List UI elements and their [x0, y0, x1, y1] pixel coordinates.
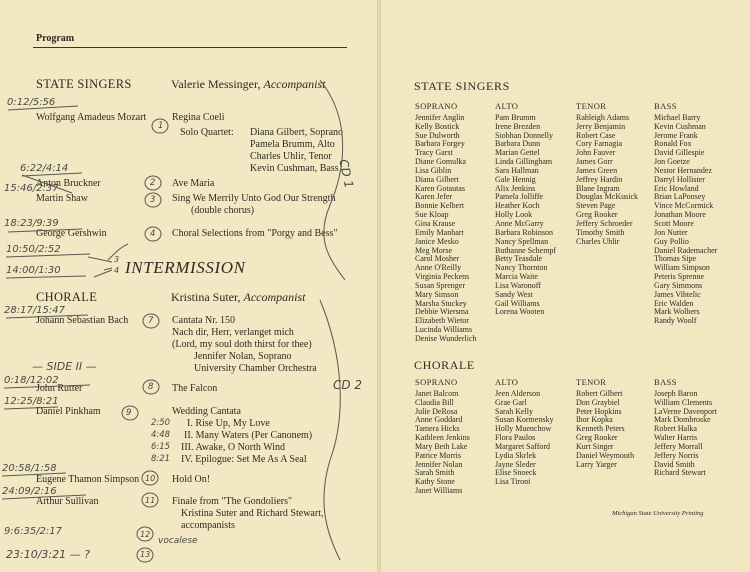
handwritten-time: 0:18/12:02	[4, 375, 59, 386]
member-name: Marcia Waite	[495, 272, 538, 282]
circled-number: 8	[148, 382, 154, 392]
member-name: Jayne Sleder	[495, 459, 536, 469]
member-name: Kathy Stone	[415, 477, 455, 487]
name-list	[495, 114, 556, 317]
member-name: Jeffery Schroeder	[576, 218, 633, 228]
composer-sullivan: Arthur Sullivan	[36, 496, 99, 507]
member-name: Richard Stewart	[654, 468, 706, 478]
member-name: Betty Teasdale	[495, 254, 543, 264]
member-name: Janet Williams	[415, 486, 463, 496]
composer-gershwin: George Gershwin	[36, 228, 107, 239]
circled-number: 11	[145, 496, 156, 505]
member-name: Steven Page	[576, 201, 616, 211]
roster-state-singers-heading: STATE SINGERS	[414, 79, 510, 93]
member-name: Jennifer Nolan	[415, 459, 463, 469]
member-name: Janet Balcom	[415, 388, 459, 398]
printer-credit: Michigan State University Printing	[612, 510, 704, 517]
member-name: Ronald Fox	[654, 139, 692, 149]
accompanist-role: Accompanist	[263, 77, 326, 91]
member-name: Pam Brumm	[495, 112, 536, 122]
member-name: Blane Ingram	[576, 183, 620, 193]
member-name: Rahleigh Adams	[576, 112, 630, 122]
handwritten-time: 6:22/4:14	[20, 163, 69, 174]
chorale-heading: CHORALE	[36, 290, 98, 304]
soloist: Kevin Cushman, Bass	[250, 163, 339, 174]
member-name: Grae Garl	[495, 397, 527, 407]
member-name: Flora Paulos	[495, 433, 536, 443]
member-name: David Smith	[654, 459, 695, 469]
member-name: Gina Krause	[415, 218, 456, 228]
member-name: David Gillespie	[654, 148, 705, 158]
member-name: Brian LaPonsey	[654, 192, 706, 202]
name-list	[654, 114, 717, 326]
member-name: Ihor Kopka	[576, 415, 613, 425]
name-list	[576, 390, 634, 470]
member-name: Jeen Alderson	[495, 388, 541, 398]
member-name: Debbie Wiersma	[415, 307, 469, 317]
work-wedding-cantata: Wedding Cantata	[172, 406, 241, 417]
work-ave-maria: Ave Maria	[172, 178, 215, 189]
work-sing-we-merrily: Sing We Merrily Unto God Our Strength	[172, 193, 336, 204]
handwritten-time: 20:58/1:58	[2, 463, 57, 474]
soloist: Diana Gilbert, Soprano	[250, 127, 344, 138]
member-name: Sarah Smith	[415, 468, 455, 478]
movement: IV. Epilogue: Set Me As A Seal	[181, 454, 307, 465]
member-name: Kathleen Jenkins	[415, 433, 470, 443]
member-name: Margaret Safford	[495, 441, 551, 451]
member-name: Denise Wunderlich	[415, 333, 477, 343]
member-name: Scott Moore	[654, 218, 694, 228]
name-list	[415, 114, 477, 344]
composer-pinkham: Daniel Pinkham	[36, 406, 101, 417]
handwritten-note-vocalese: vocalese	[158, 536, 198, 546]
member-name: Daniel Weymouth	[576, 450, 635, 460]
roster-column-tenor	[576, 102, 638, 247]
member-name: Daniel Rademacher	[654, 245, 718, 255]
member-name: Sue Kloap	[415, 210, 449, 220]
member-name: Kenneth Peters	[576, 424, 625, 434]
roster-column-bass	[654, 102, 717, 326]
member-name: Cory Farnagia	[576, 139, 622, 149]
circled-number: 4	[150, 229, 156, 239]
member-name: Patrice Morris	[415, 450, 461, 460]
member-name: Lisa Giblin	[415, 165, 452, 175]
program-header: Program	[36, 33, 75, 44]
member-name: Meg Morse	[415, 245, 453, 255]
movement: II. Many Waters (Per Canonem)	[184, 430, 313, 441]
cd-2-label: CD 2	[333, 378, 363, 392]
member-name: Walter Harris	[654, 433, 698, 443]
member-name: Eric Walden	[654, 298, 694, 308]
member-name: Anne Goddard	[415, 415, 463, 425]
composer-simpson: Eugene Thamon Simpson	[36, 474, 140, 485]
composer-rutter: John Rutter	[36, 383, 83, 394]
handwritten-time: 0:12/5:56	[7, 97, 56, 108]
handwritten-time: 18:23/9:39	[4, 218, 59, 229]
accompanist-role: Accompanist	[243, 290, 306, 304]
member-name: Mary Beth Lake	[415, 441, 468, 451]
member-name: Susan Sprenger	[415, 280, 465, 290]
name-list	[654, 390, 717, 478]
name-list	[576, 114, 638, 247]
member-name: Jonathan Moore	[654, 210, 706, 220]
handwritten-cd-1: CD 1	[336, 158, 357, 190]
member-name: Anne McGarry	[495, 218, 544, 228]
work-regina-coeli: Regina Coeli	[172, 112, 225, 123]
soloist: Charles Uhlir, Tenor	[250, 151, 332, 162]
member-name: Charles Uhlir	[576, 236, 620, 246]
circled-number: 1	[158, 121, 164, 131]
accompanist-name: Valerie Messinger,	[171, 77, 261, 91]
member-name: Lorena Wooten	[495, 307, 545, 317]
member-name: Darryl Hollister	[654, 174, 705, 184]
handwritten-time: 2:50	[151, 418, 171, 428]
work-line: Cantata Nr. 150	[172, 315, 236, 326]
member-name: Irene Brezden	[495, 121, 541, 131]
member-name: Heather Koch	[495, 201, 540, 211]
work-subtitle: (double chorus)	[191, 205, 255, 216]
member-name: Linda Gillingham	[495, 157, 553, 167]
solo-quartet-label: Solo Quartet:	[180, 127, 234, 138]
member-name: Bonnie Kelbert	[415, 201, 465, 211]
member-name: James Vihtelic	[654, 289, 701, 299]
column-heading: BASS	[654, 377, 677, 387]
member-name: James Green	[576, 165, 618, 175]
member-name: Mary Simson	[415, 289, 459, 299]
handwritten-time: 28:17/15:47	[4, 305, 66, 316]
member-name: Lydia Skrlek	[495, 450, 537, 460]
column-heading: BASS	[654, 101, 677, 111]
roster-column-bass	[654, 378, 717, 478]
member-name: Diane Gomulka	[415, 157, 466, 167]
handwritten-side-2: — SIDE II —	[32, 360, 97, 373]
member-name: William Simpson	[654, 263, 710, 273]
roster-column-alto	[495, 378, 553, 487]
member-name: Don Graybiel	[576, 397, 620, 407]
member-name: Janice Mesko	[415, 236, 459, 246]
member-name: Thomas Sipe	[654, 254, 696, 264]
member-name: Virginia Peckens	[415, 272, 470, 282]
member-name: Julie DeRosa	[415, 406, 458, 416]
circled-number: 2	[150, 178, 156, 188]
member-name: Peteris Sprenne	[654, 272, 704, 282]
member-name: Mark Wolbers	[654, 307, 700, 317]
member-name: Jon Goetze	[654, 157, 690, 167]
circled-number: 7	[148, 316, 154, 326]
circled-number: 3	[150, 195, 156, 205]
handwritten-time: 9:6:35/2:17	[4, 526, 63, 537]
member-name: Sandy West	[495, 289, 533, 299]
member-name: William Clements	[654, 397, 713, 407]
work-line: Jennifer Nolan, Soprano	[194, 351, 292, 362]
roster-chorale-heading: CHORALE	[414, 358, 475, 372]
member-name: Sarah Kelly	[495, 406, 533, 416]
member-name: Eric Howland	[654, 183, 699, 193]
member-name: Jennifer Anglin	[415, 112, 465, 122]
composer-bach: Johann Sebastian Bach	[36, 315, 129, 326]
member-name: Sue Dulworth	[415, 130, 460, 140]
member-name: Alix Jenkins	[495, 183, 536, 193]
member-name: Michael Barry	[654, 112, 701, 122]
member-name: Gary Simmons	[654, 280, 703, 290]
member-name: Lucinda Williams	[415, 325, 473, 335]
member-name: Guy Pollio	[654, 236, 689, 246]
member-name: Kurt Singer	[576, 441, 614, 451]
member-name: LaVerne Davenport	[654, 406, 717, 416]
member-name: Nancy Thornton	[495, 263, 548, 273]
composer-bruckner: Anton Bruckner	[36, 178, 101, 189]
column-heading: ALTO	[495, 101, 519, 111]
member-name: Anne O'Reilly	[415, 263, 462, 273]
roster-column-tenor	[576, 378, 634, 469]
member-name: Barbara Dunn	[495, 139, 541, 149]
member-name: Marian Gettel	[495, 148, 540, 158]
member-name: Barbara Robinson	[495, 227, 553, 237]
member-name: Robert Gilbert	[576, 388, 623, 398]
member-name: Jeffrey Hardin	[576, 174, 623, 184]
composer-shaw: Martin Shaw	[36, 193, 88, 204]
member-name: Robert Halka	[654, 424, 697, 434]
member-name: Holly Muenchow	[495, 424, 552, 434]
circled-number: 10	[145, 474, 156, 483]
work-line: Finale from "The Gondoliers"	[172, 496, 293, 507]
member-name: Tamera Hicks	[415, 424, 460, 434]
member-name: Karen Jefer	[415, 192, 453, 202]
handwritten-time: 12:25/8:21	[4, 396, 59, 407]
member-name: Randy Woolf	[654, 316, 697, 326]
member-name: Robert Case	[576, 130, 616, 140]
member-name: Douglas McKusick	[576, 192, 638, 202]
member-name: Lisa Tironi	[495, 477, 531, 487]
work-line: (Lord, my soul doth thirst for thee)	[172, 339, 312, 350]
circled-number: 13	[140, 550, 151, 559]
state-singers-heading: STATE SINGERS	[36, 77, 132, 91]
soloist: Pamela Brumm, Alto	[250, 139, 335, 150]
movement: I. Rise Up, My Love	[187, 418, 270, 429]
work-line: Kristina Suter and Richard Stewart,	[181, 508, 324, 519]
member-name: Pamela Jolliffe	[495, 192, 544, 202]
member-name: Lisa Waronoff	[495, 280, 541, 290]
intermission-heading: INTERMISSION	[125, 258, 246, 277]
member-name: Nancy Spellman	[495, 236, 549, 246]
member-name: Gail Williams	[495, 298, 540, 308]
composer-mozart: Wolfgang Amadeus Mozart	[36, 112, 147, 123]
member-name: Diana Gilbert	[415, 174, 459, 184]
circled-number: 9	[126, 408, 132, 418]
handwritten-time: 8:21	[151, 454, 171, 464]
handwritten-time: 24:09/2:16	[2, 486, 57, 497]
member-name: Marsha Stuckey	[415, 298, 467, 308]
member-name: James Gorr	[576, 157, 613, 167]
member-name: Joseph Baron	[654, 388, 698, 398]
roster-column-soprano	[415, 378, 470, 496]
member-name: Siobhan Donnelly	[495, 130, 553, 140]
handwritten-time: 14:00/1:30	[6, 265, 61, 276]
member-name: Jerry Benjamin	[576, 121, 626, 131]
member-name: Timothy Smith	[576, 227, 625, 237]
work-porgy-and-bess: Choral Selections from "Porgy and Bess"	[172, 228, 338, 239]
member-name: Buthanne Schempf	[495, 245, 557, 255]
member-name: Sara Hallman	[495, 165, 539, 175]
member-name: Karen Gotautas	[415, 183, 465, 193]
member-name: Gale Hennig	[495, 174, 536, 184]
member-name: Peter Hopkins	[576, 406, 622, 416]
name-list	[415, 390, 470, 496]
member-name: Greg Rooker	[576, 210, 618, 220]
movement: III. Awake, O North Wind	[181, 442, 286, 453]
handwritten-time: 15:46/2:37	[4, 183, 59, 194]
member-name: Jerome Frank	[654, 130, 698, 140]
member-name: Susan Kormensky	[495, 415, 554, 425]
member-name: Elizabeth Wietor	[415, 316, 469, 326]
column-heading: SOPRANO	[415, 101, 458, 111]
member-name: Kelly Bostick	[415, 121, 460, 131]
work-line: University Chamber Orchestra	[194, 363, 317, 374]
member-name: Nestor Hernandez	[654, 165, 712, 175]
member-name: Emily Manhart	[415, 227, 464, 237]
member-name: Jeffery Morrall	[654, 441, 703, 451]
member-name: Larry Yarger	[576, 459, 617, 469]
accompanist-name: Kristina Suter,	[171, 290, 241, 304]
member-name: Tracy Garst	[415, 148, 453, 158]
member-name: Vince McCormick	[654, 201, 714, 211]
circled-number: 12	[140, 530, 151, 539]
member-name: Jon Nutter	[654, 227, 688, 237]
handwritten-time: 4:48	[151, 430, 171, 440]
name-list	[495, 390, 553, 487]
column-heading: TENOR	[576, 377, 607, 387]
work-the-falcon: The Falcon	[172, 383, 218, 394]
handwritten-time: 23:10/3:21 — ?	[6, 548, 90, 561]
handwritten-time: 6:15	[151, 442, 171, 452]
work-line: Nach dir, Herr, verlanget mich	[172, 327, 294, 338]
work-line: accompanists	[181, 520, 235, 531]
member-name: Kevin Cushman	[654, 121, 706, 131]
work-hold-on: Hold On!	[172, 474, 211, 485]
member-name: Carol Mosher	[415, 254, 460, 264]
handwritten-mark: 3	[114, 255, 120, 264]
member-name: Barbara Forgey	[415, 139, 465, 149]
member-name: Holly Look	[495, 210, 533, 220]
member-name: Claudia Bill	[415, 397, 454, 407]
member-name: Greg Rooker	[576, 433, 618, 443]
member-name: Jeffery Norris	[654, 450, 699, 460]
column-heading: SOPRANO	[415, 377, 458, 387]
roster-column-alto	[495, 102, 556, 317]
handwritten-mark: 4	[114, 266, 120, 275]
member-name: John Fauver	[576, 148, 616, 158]
handwritten-time: 10:50/2:52	[6, 244, 61, 255]
member-name: Elise Snoeck	[495, 468, 537, 478]
member-name: Mark Dombroske	[654, 415, 711, 425]
column-heading: ALTO	[495, 377, 519, 387]
roster-column-soprano	[415, 102, 477, 344]
column-heading: TENOR	[576, 101, 607, 111]
